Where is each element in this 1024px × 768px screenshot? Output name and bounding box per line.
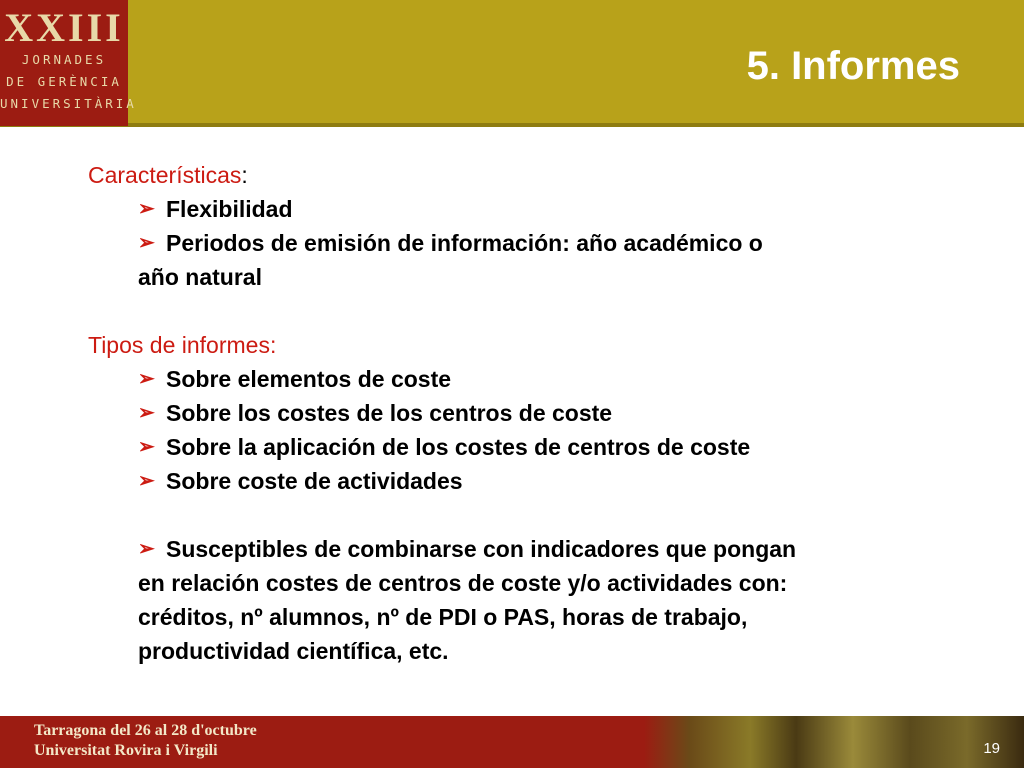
bullet-item [88, 532, 968, 566]
bullet-text: productividad científica, etc. [138, 638, 449, 664]
section-heading-caracteristicas [88, 158, 968, 192]
bullet-text: créditos, nº alumnos, nº de PDI o PAS, horas de trabajo, [138, 604, 748, 630]
header-divider [0, 123, 1024, 127]
page-number: 19 [983, 740, 1000, 757]
arrowhead-right-icon: ➢ [138, 436, 155, 458]
bullet-continuation [88, 600, 968, 634]
bullet-text: Sobre los costes de los centros de coste [166, 400, 613, 426]
spacer [88, 294, 968, 328]
footer-location: Tarragona del 26 al 28 d'octubre [34, 722, 257, 739]
arrowhead-right-icon: ➢ [138, 402, 155, 424]
bullet-text: Periodos de emisión de información: año académico o [166, 230, 763, 256]
logo-line-1: JORNADES [21, 52, 107, 67]
footer-bar [0, 716, 1024, 768]
logo-line-2: DE GERÈNCIA [6, 74, 122, 89]
bullet-item [88, 226, 968, 260]
bullet-item [88, 396, 968, 430]
bullet-item [88, 192, 968, 226]
conference-logo [0, 0, 137, 126]
heading-text: Características [88, 162, 242, 188]
section-heading-tipos: Tipos de informes: [88, 332, 277, 358]
arrowhead-right-icon: ➢ [138, 232, 155, 254]
bullet-text: año natural [138, 264, 262, 290]
bullet-text: Sobre la aplicación de los costes de centros de coste [166, 434, 751, 460]
slide-body [88, 158, 968, 668]
bullet-text: Flexibilidad [166, 196, 293, 222]
bullet-item [88, 430, 968, 464]
logo-roman-numeral: XXIII [4, 5, 124, 50]
bullet-item [88, 464, 968, 498]
bullet-text: en relación costes de centros de coste y/o actividades con: [138, 570, 788, 596]
bullet-text: Sobre coste de actividades [166, 468, 463, 494]
logo-line-3: UNIVERSITÀRIA [0, 96, 137, 111]
bullet-item [88, 362, 968, 396]
bullet-continuation [88, 566, 968, 600]
bullet-text: Sobre elementos de coste [166, 366, 452, 392]
arrowhead-right-icon: ➢ [138, 470, 155, 492]
arrowhead-right-icon: ➢ [138, 198, 155, 220]
footer-university: Universitat Rovira i Virgili [34, 742, 218, 759]
slide-title: 5. Informes [746, 44, 960, 88]
bullet-text: Susceptibles de combinarse con indicadores que pongan [166, 536, 797, 562]
spacer [88, 498, 968, 532]
heading-colon: : [241, 162, 248, 188]
bullet-continuation [88, 260, 968, 294]
footer-texture-image [644, 716, 1024, 768]
arrowhead-right-icon: ➢ [138, 538, 155, 560]
arrowhead-right-icon: ➢ [138, 368, 155, 390]
bullet-continuation [88, 634, 968, 668]
